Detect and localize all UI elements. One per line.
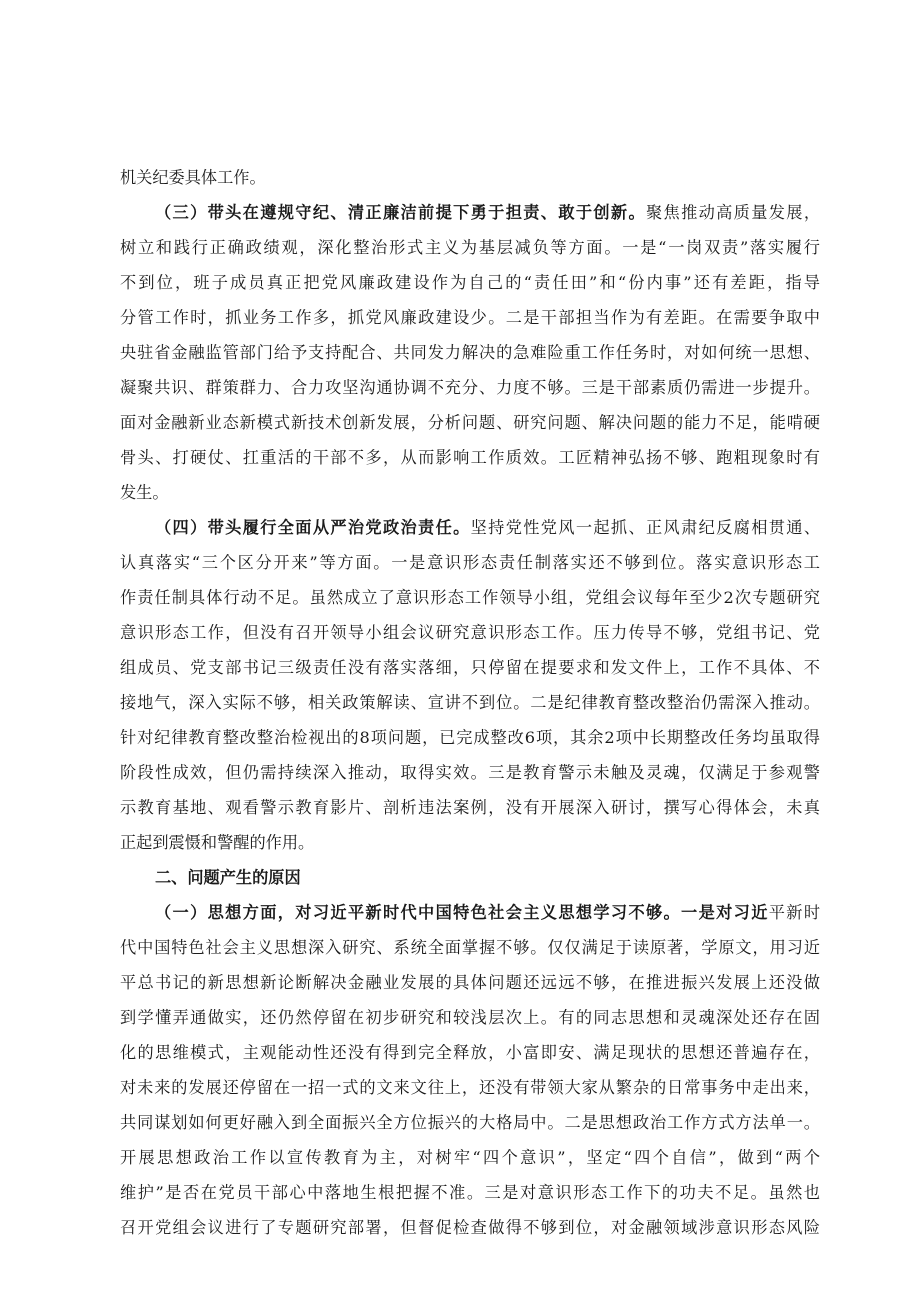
text-line: 发生。 — [120, 483, 169, 502]
text-line: 正起到震慑和警醒的作用。 — [120, 833, 315, 852]
text-line: 共同谋划如何更好融入到全面振兴全方位振兴的大格局中。二是思想政治工作方式方法单一。 — [120, 1113, 820, 1132]
text-line: 开展思想政治工作以宣传教育为主，对树牢“四个意识”，坚定“四个自信”，做到“两个 — [120, 1148, 820, 1167]
subsection-1-heading: （一）思想方面，对习近平新时代中国特色社会主义思想学习不够。一是对习近 — [155, 903, 769, 922]
text-line: 到学懂弄通做实，还仍然停留在初步研究和较浅层次上。有的同志思想和灵魂深处还存在固 — [120, 1008, 820, 1027]
text-line: 召开党组会议进行了专题研究部署，但督促检查做得不够到位，对金融领域涉意识形态风险 — [120, 1218, 820, 1237]
text-line: 代中国特色社会主义思想深入研究、系统全面掌握不够。仅仅满足于读原著，学原文，用习近 — [120, 938, 820, 957]
subsection-1-heading-line: （一）思想方面，对习近平新时代中国特色社会主义思想学习不够。一是对习近平新时 — [155, 903, 821, 922]
text-line: 对未来的发展还停留在一招一式的文来文往上，还没有带领大家从繁杂的日常事务中走出来， — [120, 1078, 820, 1097]
text-line: 针对纪律教育整改整治检视出的8项问题，已完成整改6项，其余2项中长期整改任务均虽取得 — [120, 728, 820, 747]
text-line: 认真落实“三个区分开来”等方面。一是意识形态责任制落实还不够到位。落实意识形态工 — [120, 553, 820, 572]
text-line: 央驻省金融监管部门给予支持配合、共同发力解决的急难险重工作任务时，对如何统一思想、 — [120, 343, 820, 362]
text-line: 机关纪委具体工作。 — [120, 168, 266, 187]
text-line: 维护”是否在党员干部心中落地生根把握不准。三是对意识形态工作下的功夫不足。虽然也 — [120, 1183, 820, 1202]
text-line: 组成员、党支部书记三级责任没有落实落细，只停留在提要求和发文件上，工作不具体、不 — [120, 658, 820, 677]
text-line: 作责任制具体行动不足。虽然成立了意识形态工作领导小组，党组会议每年至少2次专题研究 — [120, 588, 820, 607]
section-4-heading-line: （四）带头履行全面从严治党政治责任。坚持党性党风一起抓、正风肃纪反腐相贯通、 — [155, 518, 821, 537]
text-line: 平总书记的新思想新论断解决金融业发展的具体问题还远远不够，在推进振兴发展上还没做 — [120, 973, 820, 992]
section-4-heading: （四）带头履行全面从严治党政治责任。 — [155, 518, 471, 537]
text-line: 面对金融新业态新模式新技术创新发展，分析问题、研究问题、解决问题的能力不足，能啃硬 — [120, 413, 820, 432]
text-line: 化的思维模式，主观能动性还没有得到完全释放，小富即安、满足现状的思想还普遍存在， — [120, 1043, 820, 1062]
text-line: 凝聚共识、群策群力、合力攻坚沟通协调不充分、力度不够。三是干部素质仍需进一步提升。 — [120, 378, 820, 397]
text-line: 接地气，深入实际不够，相关政策解读、宣讲不到位。二是纪律教育整改整治仍需深入推动。 — [120, 693, 820, 712]
text-line: 意识形态工作，但没有召开领导小组会议研究意识形态工作。压力传导不够，党组书记、党 — [120, 623, 820, 642]
text-line: 阶段性成效，但仍需持续深入推动，取得实效。三是教育警示未触及灵魂，仅满足于参观警 — [120, 763, 820, 782]
section-3-heading: （三）带头在遵规守纪、清正廉洁前提下勇于担责、敢于创新。 — [155, 203, 646, 222]
text-line: 不到位，班子成员真正把党风廉政建设作为自己的“责任田”和“份内事”还有差距，指导 — [120, 273, 820, 292]
text-line: 示教育基地、观看警示教育影片、剖析违法案例，没有开展深入研讨，撰写心得体会，未真 — [120, 798, 820, 817]
part-2-heading-line — [155, 863, 820, 893]
text-line: 树立和践行正确政绩观，深化整治形式主义为基层减负等方面。一是“一岗双责”落实履行 — [120, 238, 820, 257]
text-line: 分管工作时，抓业务工作多，抓党风廉政建设少。二是干部担当作为有差距。在需要争取中 — [120, 308, 820, 327]
part-2-heading: 二、问题产生的原因 — [155, 868, 301, 887]
text-line: 骨头、打硬仗、扛重活的干部不多，从而影响工作质效。工匠精神弘扬不够、跑粗现象时有 — [120, 448, 820, 467]
section-3-heading-line: （三）带头在遵规守纪、清正廉洁前提下勇于担责、敢于创新。聚焦推动高质量发展， — [155, 203, 821, 222]
